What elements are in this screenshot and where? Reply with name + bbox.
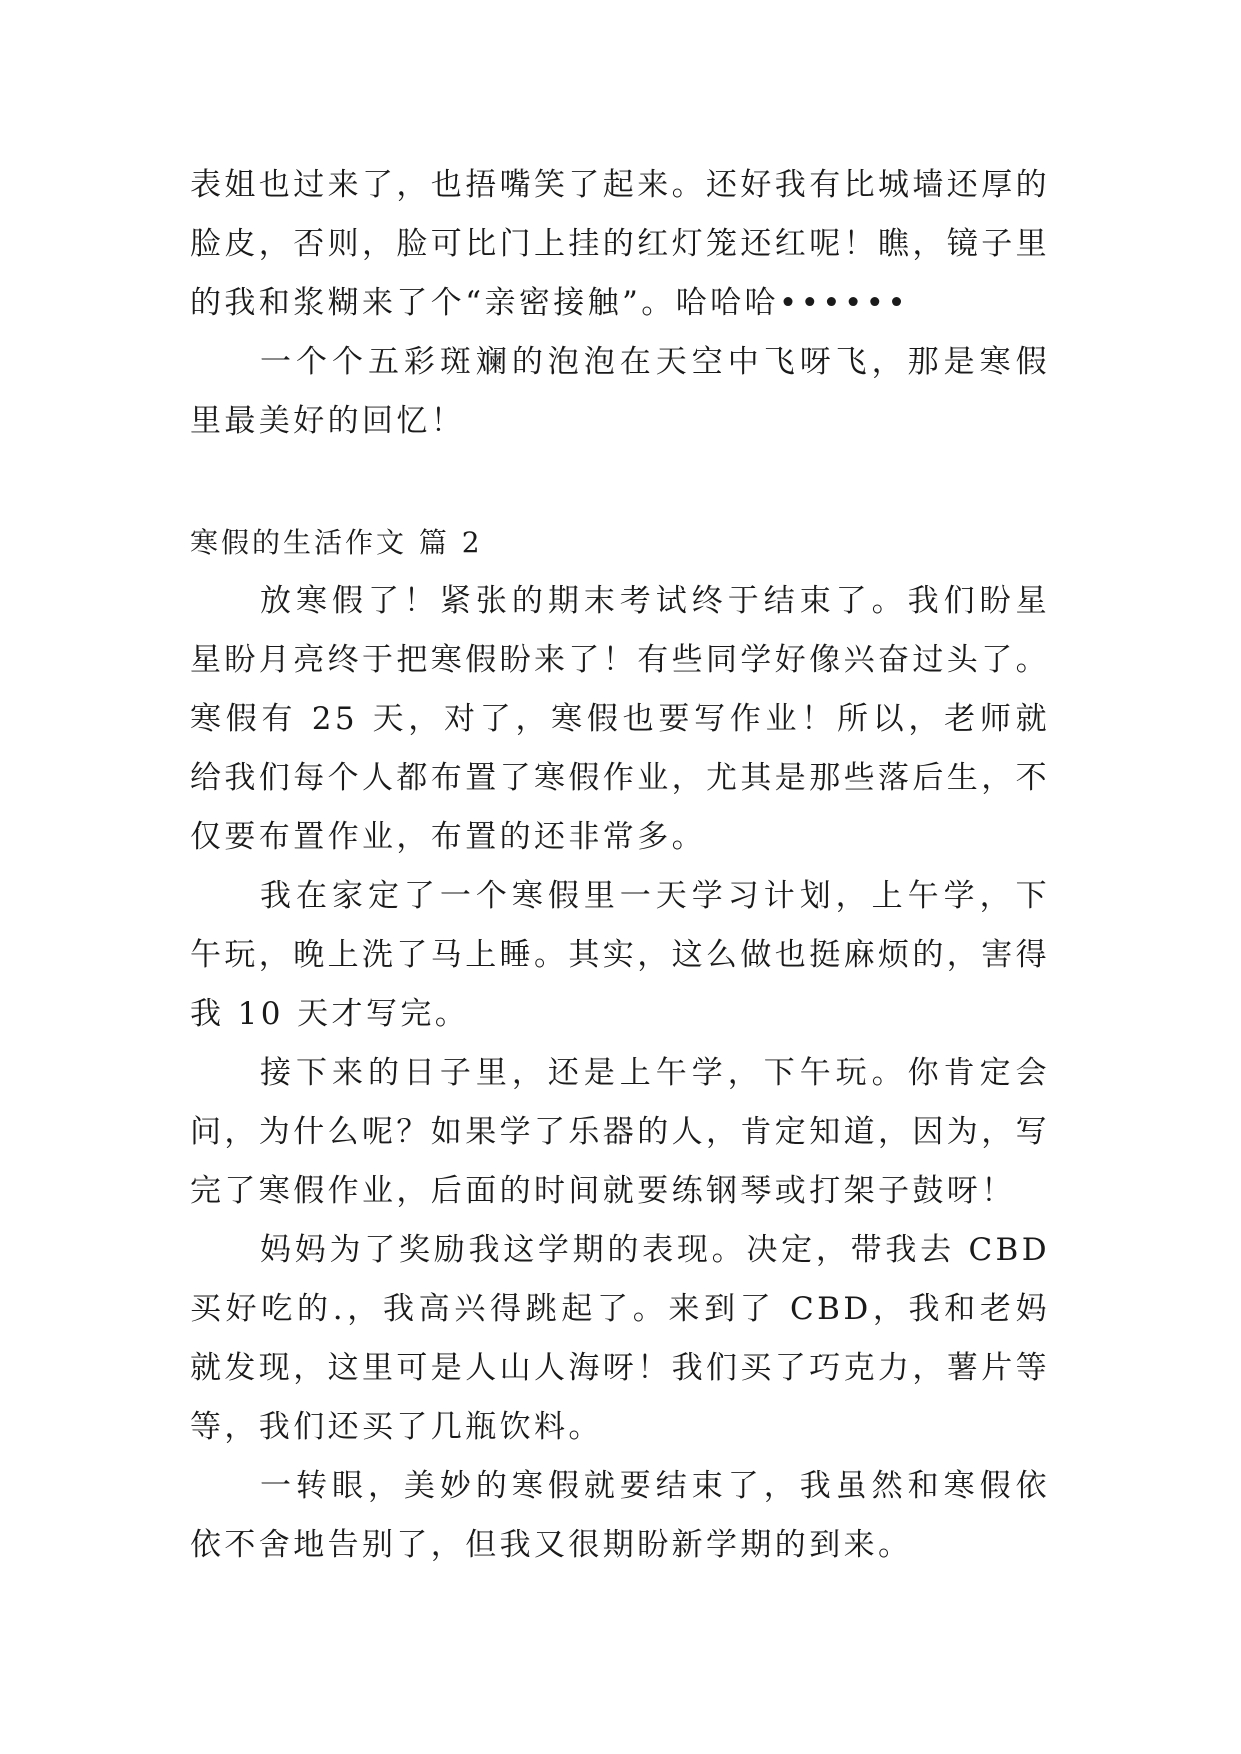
paragraph: 一转眼，美妙的寒假就要结束了，我虽然和寒假依依不舍地告别了，但我又很期盼新学期的到来。 <box>190 1468 1050 1563</box>
section-title: 寒假的生活作文 篇 2 <box>190 526 483 559</box>
paragraph: 接下来的日子里，还是上午学，下午玩。你肯定会问，为什么呢？如果学了乐器的人，肯定知道，因为，写完了寒假作业，后面的时间就要练钢琴或打架子鼓呀！ <box>190 1055 1050 1209</box>
paragraph: 放寒假了！紧张的期末考试终于结束了。我们盼星星盼月亮终于把寒假盼来了！有些同学好像兴奋过头了。寒假有 25 天，对了，寒假也要写作业！所以，老师就给我们每个人都布置了寒假作业，尤其是那些落后生，不仅要布置作业，布置的还非常多。 <box>190 583 1050 855</box>
paragraph: 我在家定了一个寒假里一天学习计划，上午学，下午玩，晚上洗了马上睡。其实，这么做也挺麻烦的，害得我 10 天才写完。 <box>190 878 1050 1032</box>
paragraph: 一个个五彩斑斓的泡泡在天空中飞呀飞，那是寒假里最美好的回忆！ <box>190 344 1050 439</box>
paragraph: 妈妈为了奖励我这学期的表现。决定，带我去 CBD 买好吃的.，我高兴得跳起了。来到了 CBD，我和老妈就发现，这里可是人山人海呀！我们买了巧克力，薯片等等，我们还买了几瓶饮料。 <box>190 1232 1050 1445</box>
section-gap <box>190 451 1050 513</box>
document-page <box>190 156 1050 1575</box>
paragraph-continued: 表姐也过来了，也捂嘴笑了起来。还好我有比城墙还厚的脸皮，否则，脸可比门上挂的红灯笼还红呢！瞧，镜子里的我和浆糊来了个“亲密接触”。哈哈哈•••••• <box>190 167 1050 321</box>
